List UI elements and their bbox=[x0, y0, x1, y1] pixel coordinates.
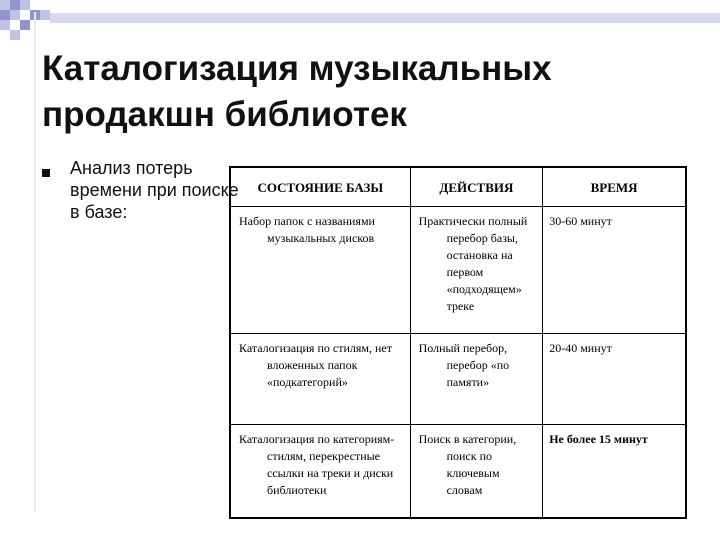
header-state: СОСТОЯНИЕ БАЗЫ bbox=[230, 167, 410, 207]
cell-action bbox=[410, 207, 543, 334]
cell-time-text: Не более 15 минут bbox=[549, 432, 648, 446]
cell-time-text: 20-40 минут bbox=[549, 341, 612, 355]
header-time: ВРЕМЯ bbox=[543, 167, 686, 207]
bullet-text: Анализ потерь времени при поиске в базе: bbox=[70, 158, 239, 222]
cell-state-text: Набор папок с названиями музыкальных дисков bbox=[239, 214, 375, 245]
cell-time bbox=[543, 334, 686, 425]
cell-state bbox=[230, 425, 410, 519]
slide-title: Каталогизация музыкальных продакшн библиотек bbox=[42, 49, 552, 134]
cell-action bbox=[410, 425, 543, 519]
table-row bbox=[230, 425, 686, 519]
header-actions: ДЕЙСТВИЯ bbox=[410, 167, 543, 207]
cell-state-text: Каталогизация по стилям, нет вложенных папок «подкатегорий» bbox=[239, 341, 392, 389]
cell-time bbox=[543, 425, 686, 519]
table-header-row bbox=[230, 167, 686, 207]
cell-action-text: Практически полный перебор базы, остановка на первом «подходящем» треке bbox=[418, 214, 528, 313]
cell-time bbox=[543, 207, 686, 334]
cell-action-text: Поиск в категории, поиск по ключевым словам bbox=[418, 432, 517, 497]
corner-decoration bbox=[0, 0, 720, 40]
table-row bbox=[230, 207, 686, 334]
cell-state bbox=[230, 334, 410, 425]
cell-action-text: Полный перебор, перебор «по памяти» bbox=[418, 341, 510, 389]
square-bullet-icon bbox=[42, 169, 50, 177]
cell-state bbox=[230, 207, 410, 334]
vertical-rule bbox=[34, 12, 36, 512]
comparison-table bbox=[229, 166, 687, 519]
cell-action bbox=[410, 334, 543, 425]
table-row bbox=[230, 334, 686, 425]
cell-time-text: 30-60 минут bbox=[549, 214, 612, 228]
cell-state-text: Каталогизация по категориям-стилям, перекрестные ссылки на треки и диски библиотеки bbox=[239, 432, 395, 497]
